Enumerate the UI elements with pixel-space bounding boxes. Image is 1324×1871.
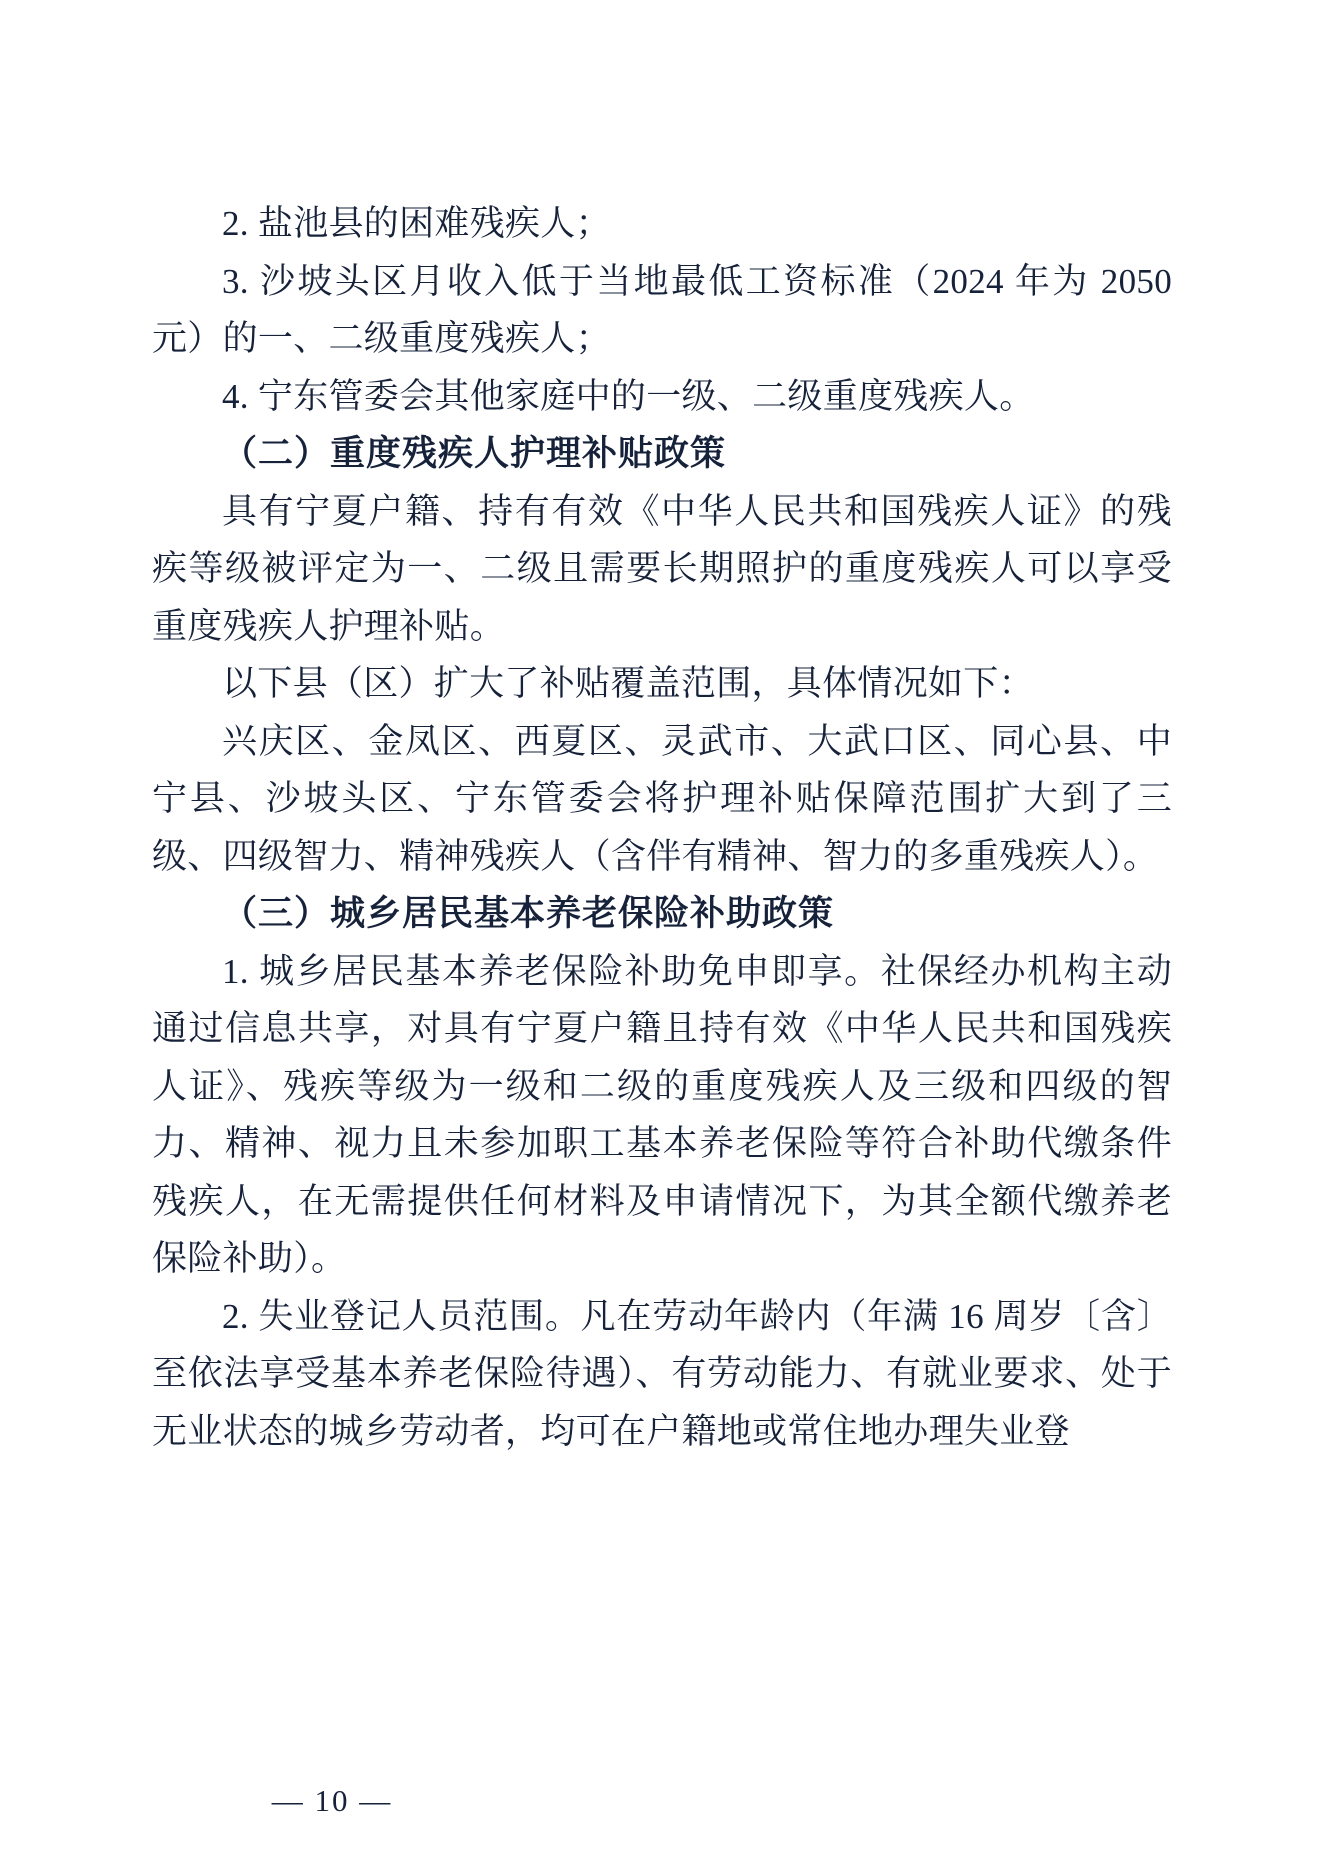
paragraph-coverage-districts: 兴庆区、金凤区、西夏区、灵武市、大武口区、同心县、中宁县、沙坡头区、宁东管委会将护理补贴保障范围扩大到了三级、四级智力、精神残疾人（含伴有精神、智力的多重残疾人）。 xyxy=(152,721,1172,876)
page-number-text: — 10 — xyxy=(271,1783,393,1818)
document-body xyxy=(152,195,1172,1460)
paragraph-unemployment-registration: 2. 失业登记人员范围。凡在劳动年龄内（年满 16 周岁〔含〕至依法享受基本养老保险待遇）、有劳动能力、有就业要求、处于无业状态的城乡劳动者，均可在户籍地或常住地办理失业登 xyxy=(152,1296,1172,1451)
paragraph-care-subsidy-eligibility: 具有宁夏户籍、持有有效《中华人民共和国残疾人证》的残疾等级被评定为一、二级且需要长期照护的重度残疾人可以享受重度残疾人护理补贴。 xyxy=(152,491,1172,646)
paragraph-item-4: 4. 宁东管委会其他家庭中的一级、二级重度残疾人。 xyxy=(222,376,1035,416)
paragraph-item-2: 2. 盐池县的困难残疾人； xyxy=(222,204,611,243)
page-number xyxy=(0,1783,1324,1819)
paragraph-item-3: 3. 沙坡头区月收入低于当地最低工资标准（2024 年为 2050 元）的一、二级重度残疾人； xyxy=(152,261,1172,358)
section-heading-two: （二）重度残疾人护理补贴政策 xyxy=(222,433,727,474)
section-heading-three: （三）城乡居民基本养老保险补助政策 xyxy=(222,893,835,934)
paragraph-coverage-intro: 以下县（区）扩大了补贴覆盖范围，具体情况如下： xyxy=(222,664,1034,703)
paragraph-pension-subsidy: 1. 城乡居民基本养老保险补助免申即享。社保经办机构主动通过信息共享，对具有宁夏户籍且持有效《中华人民共和国残疾人证》、残疾等级为一级和二级的重度残疾人及三级和四级的智力、精神、视力且未参加职工基本养老保险等符合补助代缴条件残疾人，在无需提供任何材料及申请情况下，为其全额代缴养老保险补助）。 xyxy=(152,951,1172,1278)
